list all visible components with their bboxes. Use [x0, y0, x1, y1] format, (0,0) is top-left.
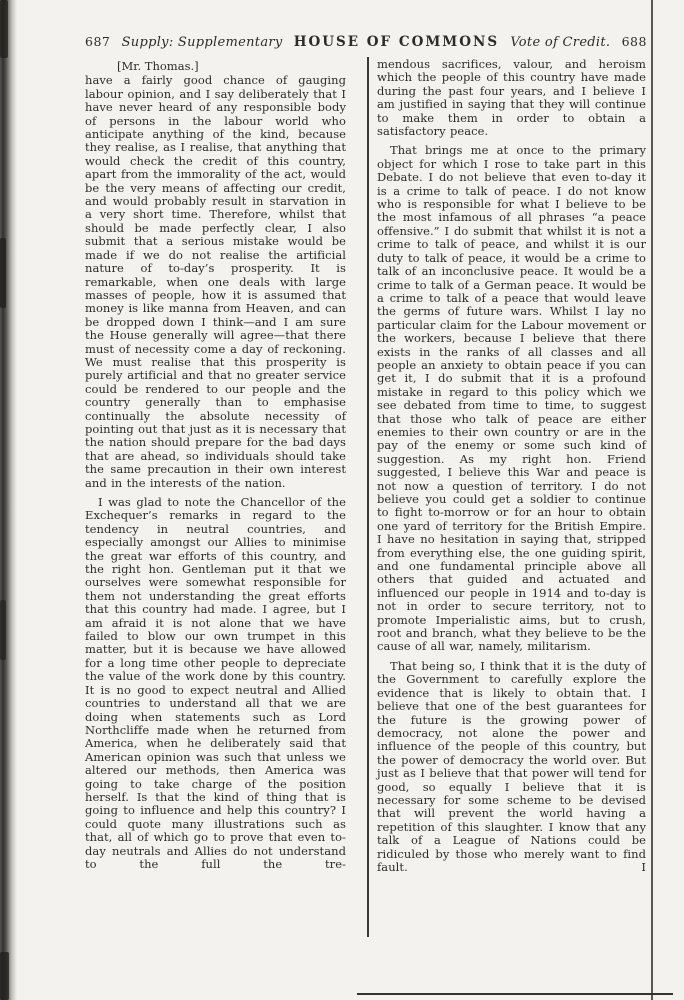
scan-gutter-shadow — [0, 0, 17, 1000]
page-edge-line — [651, 0, 653, 1000]
scan-smudge — [0, 952, 9, 1000]
page-number-left: 687 — [85, 34, 111, 49]
running-title-right: Vote of Credit. — [510, 35, 611, 50]
right-column — [377, 58, 646, 874]
paragraph: I was glad to note the Chancellor of the Exchequer’s remarks in regard to the tendency in neutral countries, and especially amongst our Allies to minimise the great war efforts of this country, and the right hon. Gentleman put it that we ourselves were somewhat responsible for them not understanding the great efforts that this country had made. I agree, but I am afraid it is not alone that we have failed to blow our own trumpet in this matter, but it is because we have allowed for a long time other people to depreciate the value of the work done by this country. It is no good to expect neutral and Allied countries to understand all that we are doing when statements such as Lord Northcliffe made when he returned from America, when he deliberately said that American opinion was such that unless we altered our methods, then America was going to take charge of the position herself. Is that the kind of thing that is going to influence and help this country? I could quote many illustrations such as that, all of which go to prove that even to-day neutrals and Allies do not understand to the full the tre- — [85, 495, 346, 871]
page-header — [85, 34, 647, 54]
header-center-title: HOUSE OF COMMONS — [293, 34, 500, 50]
paragraph: That brings me at once to the primary object for which I rose to take part in this Debate. I do not believe that even to-day it is a crime to talk of peace. I do not know who is responsible for what I believe to be the most infamous of all phrases “a peace offensive.” I do submit that whilst it is not a crime to talk of peace, and whilst it is our duty to talk of peace, it would be a crime to talk of an inconclusive peace. It would be a crime to talk of a German peace. It would be a crime to talk of a peace that would leave the germs of future wars. Whilst I lay no particular claim for the Labour movement or the workers, because I believe that there exists in the ranks of all classes and all people an anxiety to obtain peace if you can get it, I do submit that it is a profound mistake in regard to this policy which we see debated from time to time, to suggest that those who talk of peace are either enemies to their own country or are in the pay of the enemy or some such kind of suggestion. As my right hon. Friend suggested, I believe this War and peace is not now a question of territory. I do not believe you could get a soldier to continue to fight to-morrow or for an hour to obtain one yard of territory for the British Empire. I have no hesitation in saying that, stripped from everything else, the one guiding spirit, and one fundamental principle above all others that guided and actuated and influenced our people in 1914 and to-day is not in order to secure territory, not to promote Imperialistic aims, but to crush, root and branch, what they believe to be the cause of all war, namely, militarism. — [377, 143, 646, 654]
paragraph: That being so, I think that it is the duty of the Government to carefully explore the evidence that is likely to obtain that. I believe that one of the best guarantees for the future is the growing power of democracy, not alone the power and influence of the people of this country, but the power of democracy the world over. But just as I believe that that power will tend for good, so equally I believe that it is necessary for some scheme to be devised that will prevent the world having a repetition of this slaughter. I know that any talk of a League of Nations could be ridiculed by those who merely want to find fault. I — [377, 658, 646, 874]
paragraph: mendous sacrifices, valour, and heroism which the people of this country have made during the past four years, and I believe I am justified in saying that they will continue to make them in order to obtain a satisfactory peace. — [377, 57, 646, 139]
scan-smudge — [0, 238, 6, 308]
speaker-continuation: [Mr. Thomas.] — [117, 59, 199, 73]
column-divider-line — [367, 57, 369, 937]
scan-smudge — [0, 600, 6, 660]
page-number-right: 688 — [621, 34, 647, 49]
bottom-edge-line — [357, 993, 673, 995]
scan-smudge — [0, 0, 8, 58]
paragraph: have a fairly good chance of gauging labour opinion, and I say deliberately that I have never heard of any responsible body of persons in the labour world who anticipate anything of the kind, because they realise, as I realise, that anything that would check the credit of this country, apart from the immorality of the act, would be the very means of affecting our credit, and would probably result in starvation in a very short time. Therefore, whilst that should be made perfectly clear, I also submit that a serious mistake would be made if we do not realise the artificial nature of to-day’s prosperity. It is remarkable, when one deals with large masses of people, how it is assumed that money is like manna from Heaven, and can be dropped down I think—and I am sure the House generally will agree—that there must of necessity come a day of reckoning. We must realise that this prosperity is purely artificial and that no greater service could be rendered to our people and the country generally than to emphasise continually the absolute necessity of pointing out that just as it is necessary that the nation should prepare for the bad days that are ahead, so individuals should take the same precaution in their own interest and in the interests of the nation. — [85, 73, 346, 490]
left-column — [85, 60, 346, 871]
running-title-left: Supply: Supplementary — [121, 35, 283, 50]
